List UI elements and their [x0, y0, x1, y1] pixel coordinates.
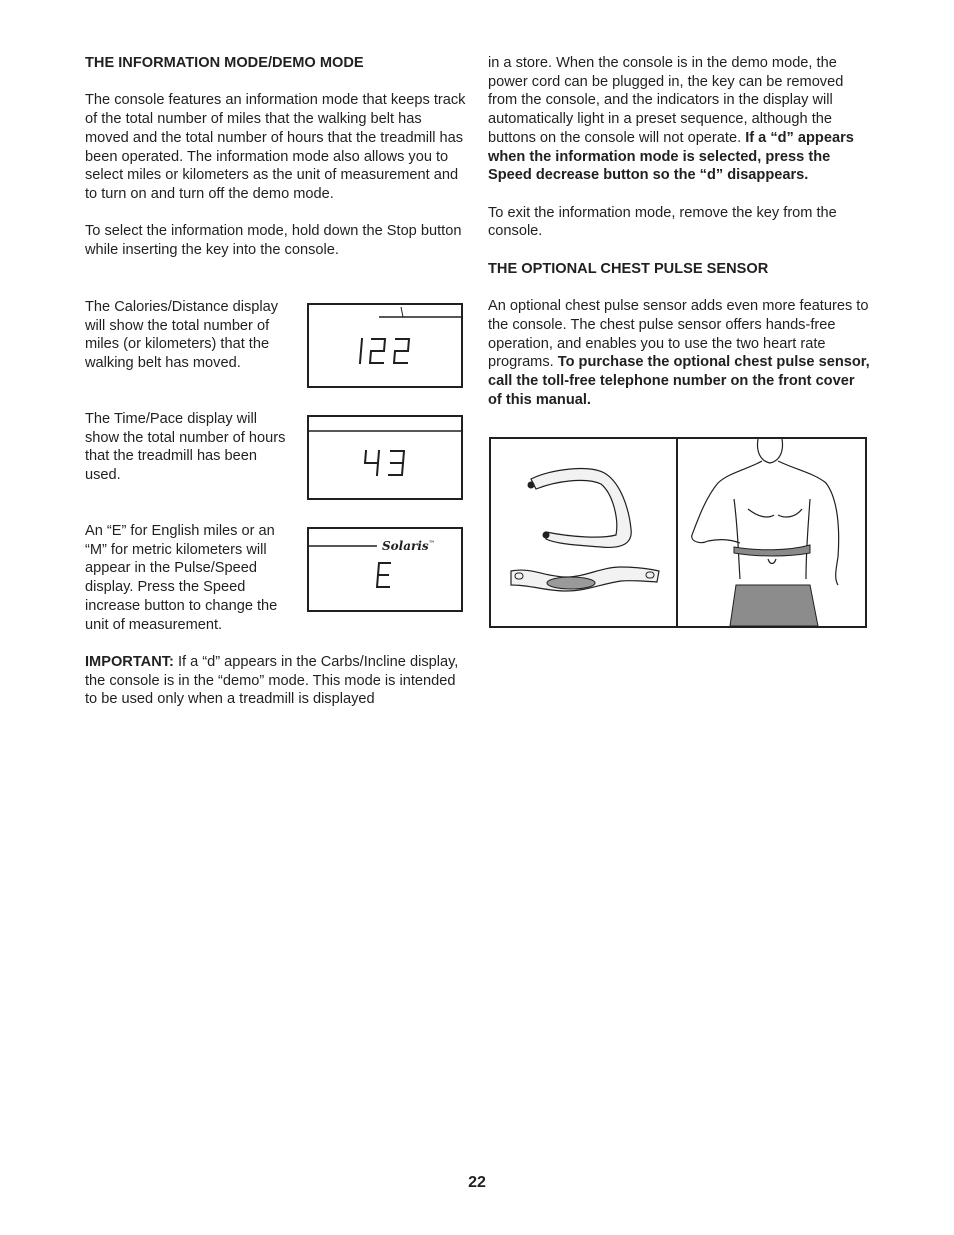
hours-display-graphic	[309, 417, 461, 498]
sensor-bold-text: To purchase the optional chest pulse sensor, call the toll-free telephone number on the front cover of this manual.	[488, 354, 870, 408]
chest-strap-drawing	[491, 439, 676, 626]
brand-label: Solaris	[382, 539, 429, 553]
intro-paragraph: The console features an information mode that keeps track of the total number of miles that the walking belt has moved and the total number of hours that the treadmill has been operated. The information mode also allows you to select miles or kilometers as the unit of measurement and to turn on and turn off the demo mode.	[85, 92, 466, 202]
section-heading-chest-pulse-sensor: THE OPTIONAL CHEST PULSE SENSOR	[488, 260, 769, 277]
select-instruction-paragraph: To select the information mode, hold down the Stop button while inserting the key into the console.	[85, 223, 462, 258]
sensor-paragraph	[488, 297, 870, 409]
distance-display-illustration	[307, 303, 463, 388]
demo-mode-bold-text: If a “d” appears when the information mode is selected, press the Speed decrease button so the “d” disappears.	[488, 129, 854, 184]
chest-pulse-sensor-illustration	[489, 437, 867, 628]
sensor-text: An optional chest pulse sensor adds even more features to the console. The chest pulse sensor offers hands-free operation, and enables you to use the two heart rate programs.	[488, 298, 869, 371]
important-text: If a “d” appears in the Carbs/Incline display, the console is in the “demo” mode. This mode is intended to be used only when a treadmill is displayed	[85, 654, 459, 708]
important-paragraph	[85, 653, 467, 709]
calories-distance-description: The Calories/Distance display will show the total number of miles (or kilometers) that the walking belt has moved.	[85, 299, 279, 372]
brand-trademark: ™	[428, 540, 435, 547]
time-pace-description: The Time/Pace display will show the total number of hours that the treadmill has been used.	[85, 411, 286, 484]
section-heading-information-mode: THE INFORMATION MODE/DEMO MODE	[85, 55, 364, 71]
exit-paragraph: To exit the information mode, remove the key from the console.	[488, 204, 837, 240]
right-column	[488, 54, 870, 409]
solaris-brand-logo	[382, 537, 435, 553]
units-description: An “E” for English miles or an “M” for metric kilometers will appear in the Pulse/Speed display. Press the Speed increase button to change the unit of measurement.	[85, 523, 278, 633]
demo-mode-paragraph	[488, 54, 870, 185]
hours-display-illustration	[307, 415, 463, 500]
unit-display-illustration	[307, 527, 463, 612]
page-number: 22	[468, 1174, 486, 1191]
demo-mode-text: in a store. When the console is in the demo mode, the power cord can be plugged in, the key can be removed from the console, and the indicators in the display will automatically light in a preset sequence, although the buttons on the console will not operate.	[488, 55, 844, 146]
important-label: IMPORTANT:	[85, 654, 174, 670]
person-wearing-strap-drawing	[678, 439, 865, 626]
distance-display-graphic	[309, 305, 461, 386]
left-column	[85, 54, 467, 260]
